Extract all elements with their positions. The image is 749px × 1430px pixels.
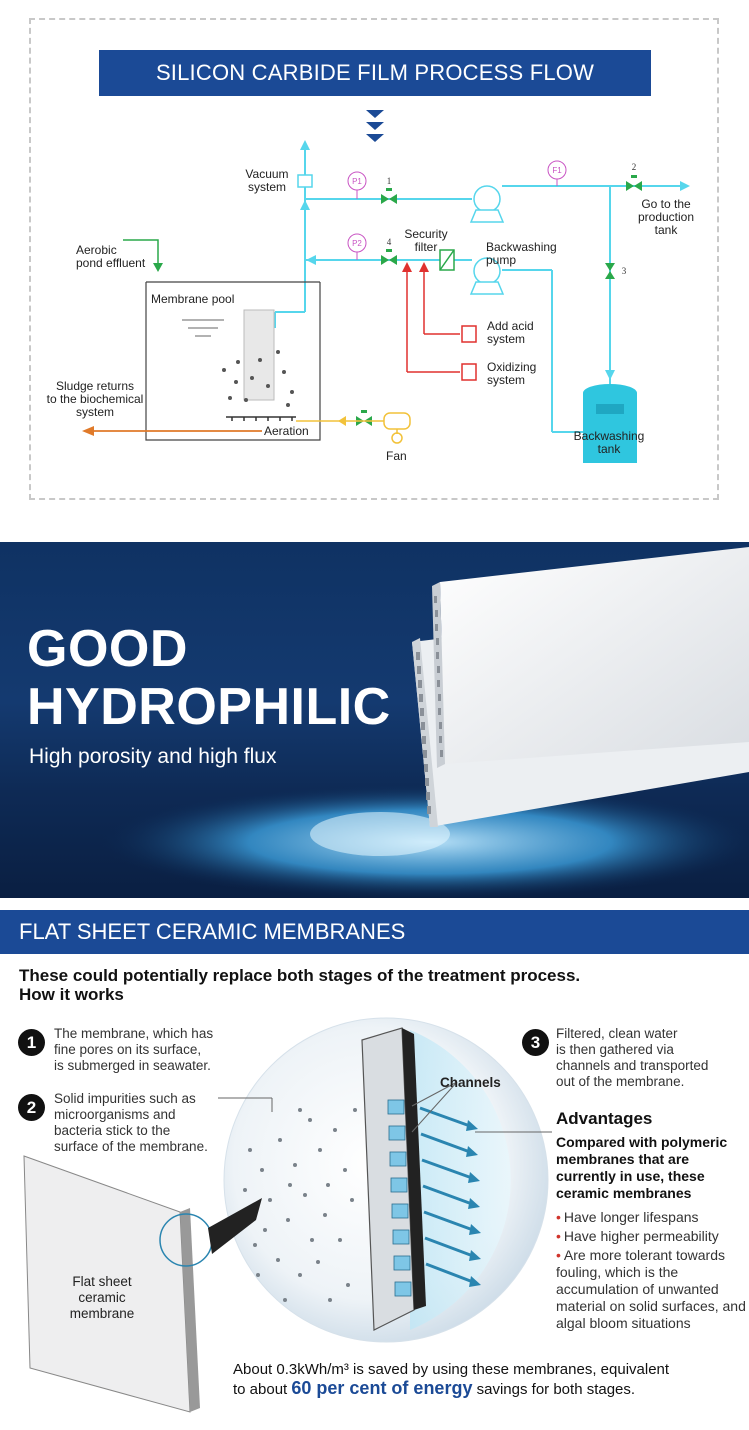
- advantages-title: Advantages: [556, 1109, 653, 1128]
- step-3-text: Filtered, clean water is then gathered via channels and transported out of the membrane.: [556, 1026, 709, 1089]
- valve-3-label: 3: [621, 266, 627, 276]
- process-flow-title: SILICON CARBIDE FILM PROCESS FLOW: [99, 50, 651, 96]
- fan-label: Fan: [386, 449, 407, 463]
- saving-line-2a: to about: [233, 1381, 292, 1398]
- saving-line-1: About 0.3kWh/m³ is saved by using these membranes, equivalent: [233, 1361, 670, 1378]
- step-1-text: The membrane, which has fine pores on its surface, is submerged in seawater.: [54, 1026, 214, 1073]
- advantage-item: • Are more tolerant towards fouling, which is the accumulation of unwanted material on solid surfaces, and algal bloom situations: [556, 1247, 746, 1331]
- valve-2-label: 2: [631, 162, 637, 172]
- valve-4-label: 4: [386, 237, 392, 247]
- aeration-label: Aeration: [264, 424, 309, 438]
- advantage-item: • Have longer lifespans: [556, 1209, 699, 1225]
- step-1-badge: 1: [18, 1029, 45, 1056]
- advantages-lead: Compared with polymeric membranes that are currently in use, these ceramic membranes: [556, 1134, 728, 1201]
- aerobic-effluent-label: Aerobic pond effluent: [76, 243, 146, 270]
- flat-sheet-label: Flat sheet ceramic membrane: [69, 1274, 135, 1321]
- banner-heading-line1: GOOD: [27, 620, 188, 678]
- channels-label: Channels: [440, 1075, 501, 1090]
- step-2-text: Solid impurities such as microorganisms and bacteria stick to the surface of the membrane.: [54, 1091, 208, 1154]
- ceramic-section-header: FLAT SHEET CERAMIC MEMBRANES: [0, 910, 749, 954]
- intro-line-2: How it works: [19, 985, 124, 1004]
- gauge-f1-label: F1: [552, 166, 562, 175]
- advantage-item: • Have higher permeability: [556, 1228, 719, 1244]
- advantages-list: [556, 1209, 748, 1334]
- energy-saving-note: [233, 1360, 743, 1399]
- oxidizing-label: Oxidizing system: [487, 360, 537, 387]
- valve-1-label: 1: [386, 176, 392, 186]
- gauge-p1-label: P1: [352, 177, 362, 186]
- backwashing-pump-label: Backwashing pump: [486, 240, 557, 267]
- banner-subtitle: High porosity and high flux: [29, 745, 277, 768]
- add-acid-label: Add acid system: [487, 319, 534, 346]
- security-filter-label: Security filter: [404, 227, 448, 254]
- backwashing-tank-label: Backwashing tank: [573, 429, 645, 456]
- saving-line-2b: savings for both stages.: [472, 1381, 636, 1398]
- intro-line-1: These could potentially replace both stages of the treatment process.: [19, 966, 581, 985]
- sludge-returns-label: Sludge returns to the biochemical system: [46, 379, 144, 419]
- vacuum-system-label: Vacuum system: [245, 167, 289, 194]
- production-tank-label: Go to the production tank: [637, 197, 695, 237]
- membrane-pool-label: Membrane pool: [151, 292, 235, 306]
- step-3-badge: 3: [522, 1029, 549, 1056]
- step-2-badge: 2: [18, 1094, 45, 1121]
- gauge-p2-label: P2: [352, 239, 362, 248]
- banner-heading-line2: HYDROPHILIC: [27, 678, 391, 736]
- saving-highlight: 60 per cent of energy: [291, 1378, 473, 1398]
